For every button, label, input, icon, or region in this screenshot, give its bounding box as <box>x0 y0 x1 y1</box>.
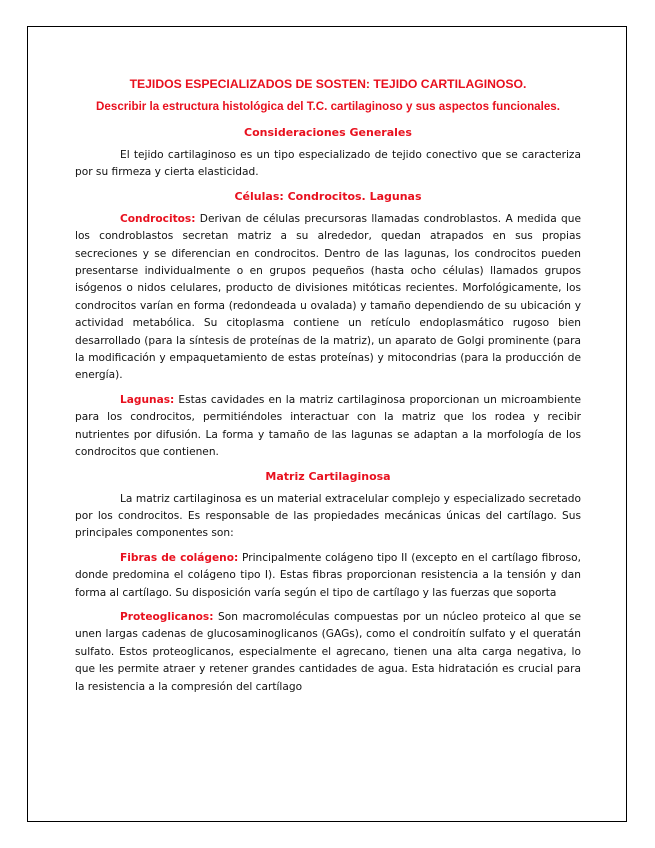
text-collagen: Principalmente colágeno tipo II (excepto en el cartílago fibroso, donde predomina el colágeno tipo I). Estas fibras proporcionan resistencia a la tensión y dan forma al cartílago. Su disposición varía según el tipo de cartílago y las fuerzas que soporta <box>75 551 582 599</box>
paragraph-proteoglycans <box>75 609 581 696</box>
paragraph-lacunae <box>75 392 581 462</box>
document-title: TEJIDOS ESPECIALIZADOS DE SOSTEN: TEJIDO CARTILAGINOSO. <box>129 77 527 91</box>
heading-cells: Células: Condrocitos. Lagunas <box>234 189 422 203</box>
text-proteoglycans: Son macromoléculas compuestas por un núcleo proteico al que se unen largas cadenas de glucosaminoglicanos (GAGs), como el condroitín sulfato y el queratán sulfato. Estos proteoglicanos, especialmente el agrecano, tienen una alta carga negativa, lo que les permite atraer y retener grandes cantidades de agua. Esta hidratación es crucial para la resistencia a la compresión del cartílago <box>75 610 581 693</box>
document-subtitle: Describir la estructura histológica del T.C. cartilaginoso y sus aspectos funcionales. <box>96 100 560 113</box>
term-proteoglycans: Proteoglicanos: <box>120 610 214 623</box>
heading-general: Consideraciones Generales <box>244 126 412 139</box>
heading-matrix: Matriz Cartilaginosa <box>265 469 391 483</box>
term-chondrocytes: Condrocitos: <box>120 212 196 225</box>
paragraph-general: El tejido cartilaginoso es un tipo especializado de tejido conectivo que se caracteriza por su firmeza y cierta elasticidad. <box>75 149 581 179</box>
text-lacunae: Estas cavidades en la matriz cartilaginosa proporcionan un microambiente para los condrocitos, permitiéndoles interactuar con la matriz que los rodea y recibir nutrientes por difusión. La forma y tamaño de las lagunas se adaptan a la morfología de los condrocitos que contienen. <box>75 393 581 459</box>
text-chondrocytes: Derivan de células precursoras llamadas condroblastos. A medida que los condroblastos secretan matriz a su alrededor, quedan atrapados en sus propias secreciones y se diferencian en condrocitos. Dentro de las lagunas, los condrocitos pueden presentarse individualmente o en grupos pequeños (hasta ocho células) llamados grupos isógenos o nidos celulares, producto de divisiones mitóticas recientes. Morfológicamente, los condrocitos varían en forma (redondeada u ovalada) y tamaño dependiendo de su ubicación y actividad metabólica. Su citoplasma contiene un retículo endoplasmático rugoso bien desarrollado (para la síntesis de proteínas de la matriz), un aparato de Golgi prominente (para la modificación y empaquetamiento de estas proteínas) y mitocondrias (para la producción de energía). <box>75 212 581 382</box>
document-page <box>27 26 627 822</box>
paragraph-collagen <box>75 550 581 602</box>
paragraph-chondrocytes <box>75 211 581 385</box>
term-collagen: Fibras de colágeno: <box>120 551 239 564</box>
paragraph-matrix-intro: La matriz cartilaginosa es un material extracelular complejo y especializado secretado por los condrocitos. Es responsable de las propiedades mecánicas únicas del cartílago. Sus principales componentes son: <box>75 492 581 540</box>
term-lacunae: Lagunas: <box>120 393 175 406</box>
document-content <box>75 77 581 703</box>
